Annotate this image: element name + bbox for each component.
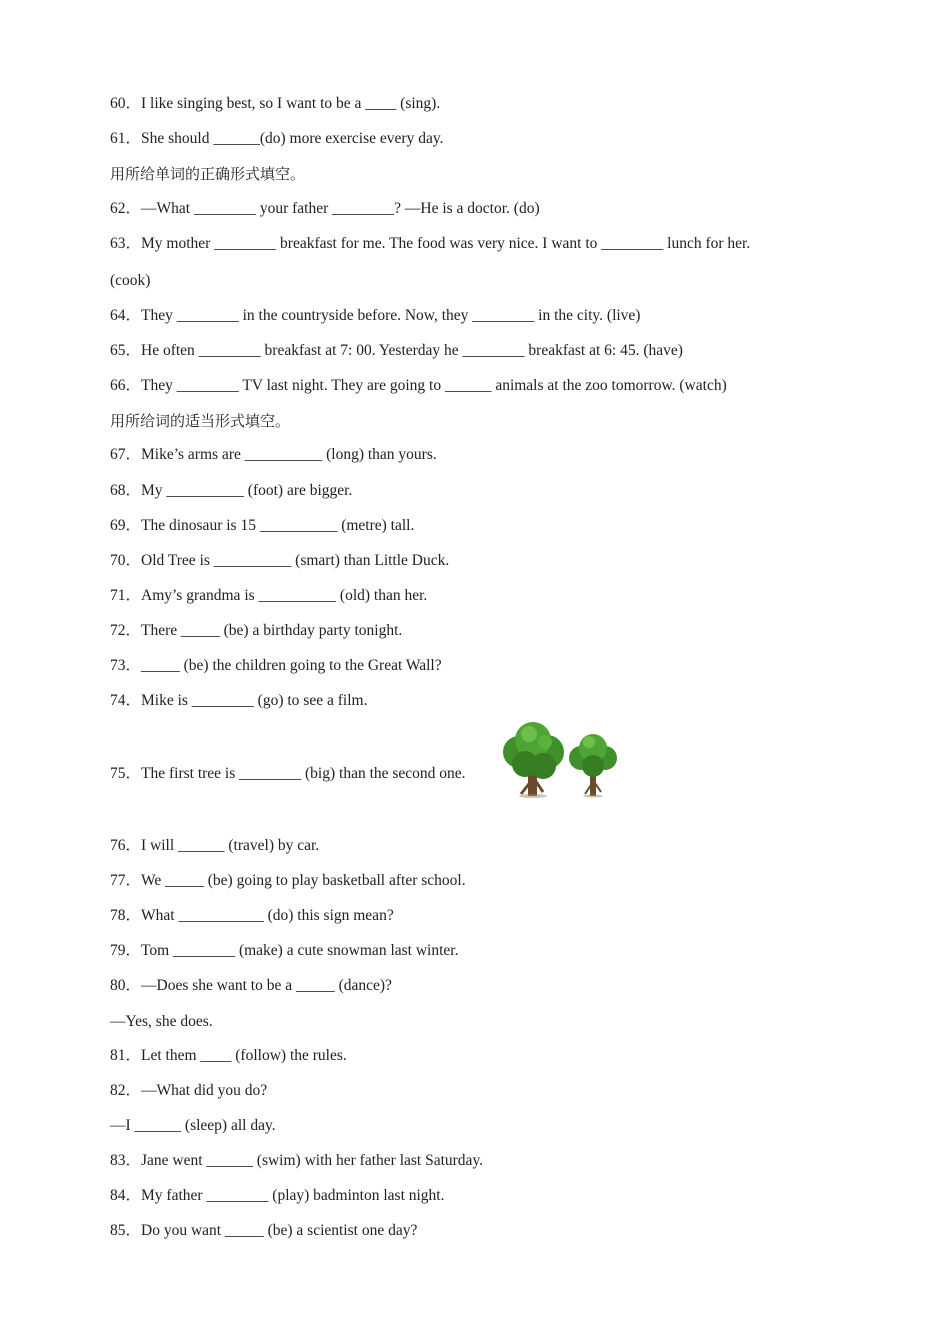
two-trees-image <box>497 722 623 798</box>
question-79: 79．Tom ________ (make) a cute snowman last winter. <box>110 942 459 959</box>
question-74: 74．Mike is ________ (go) to see a film. <box>110 692 368 709</box>
question-63-continued: (cook) <box>110 272 151 289</box>
question-60: 60．I like singing best, so I want to be a ____ (sing). <box>110 95 441 112</box>
question-78: 78．What ___________ (do) this sign mean? <box>110 907 394 924</box>
question-83: 83．Jane went ______ (swim) with her father last Saturday. <box>110 1152 484 1169</box>
question-82: 82．—What did you do? <box>110 1082 268 1099</box>
question-77: 77．We _____ (be) going to play basketball after school. <box>110 872 466 889</box>
question-80-answer: —Yes, she does. <box>110 1013 213 1030</box>
question-85: 85．Do you want _____ (be) a scientist one day? <box>110 1222 418 1239</box>
question-82-answer: —I ______ (sleep) all day. <box>110 1117 276 1134</box>
question-75: 75．The first tree is ________ (big) than the second one. <box>110 765 466 782</box>
question-67: 67．Mike’s arms are __________ (long) than yours. <box>110 446 437 463</box>
small-tree-icon <box>569 734 617 798</box>
big-tree-icon <box>503 722 564 798</box>
question-65: 65．He often ________ breakfast at 7: 00. Yesterday he ________ breakfast at 6: 45. (have) <box>110 342 683 359</box>
question-72: 72．There _____ (be) a birthday party tonight. <box>110 622 403 639</box>
section-instruction: 用所给词的适当形式填空。 <box>110 412 291 430</box>
question-71: 71．Amy’s grandma is __________ (old) than her. <box>110 587 428 604</box>
question-70: 70．Old Tree is __________ (smart) than Little Duck. <box>110 552 450 569</box>
question-84: 84．My father ________ (play) badminton last night. <box>110 1187 445 1204</box>
question-76: 76．I will ______ (travel) by car. <box>110 837 320 854</box>
question-63: 63．My mother ________ breakfast for me. The food was very nice. I want to ________ lunch for her. <box>110 235 751 252</box>
question-64: 64．They ________ in the countryside before. Now, they ________ in the city. (live) <box>110 307 641 324</box>
question-62: 62．—What ________ your father ________? —He is a doctor. (do) <box>110 200 540 217</box>
question-81: 81．Let them ____ (follow) the rules. <box>110 1047 347 1064</box>
question-66: 66．They ________ TV last night. They are going to ______ animals at the zoo tomorrow. (watch) <box>110 377 727 394</box>
question-80: 80．—Does she want to be a _____ (dance)? <box>110 977 392 994</box>
question-61: 61．She should ______(do) more exercise every day. <box>110 130 444 147</box>
section-instruction: 用所给单词的正确形式填空。 <box>110 165 306 183</box>
question-68: 68．My __________ (foot) are bigger. <box>110 482 353 499</box>
question-69: 69．The dinosaur is 15 __________ (metre) tall. <box>110 517 415 534</box>
question-73: 73．_____ (be) the children going to the Great Wall? <box>110 657 442 674</box>
